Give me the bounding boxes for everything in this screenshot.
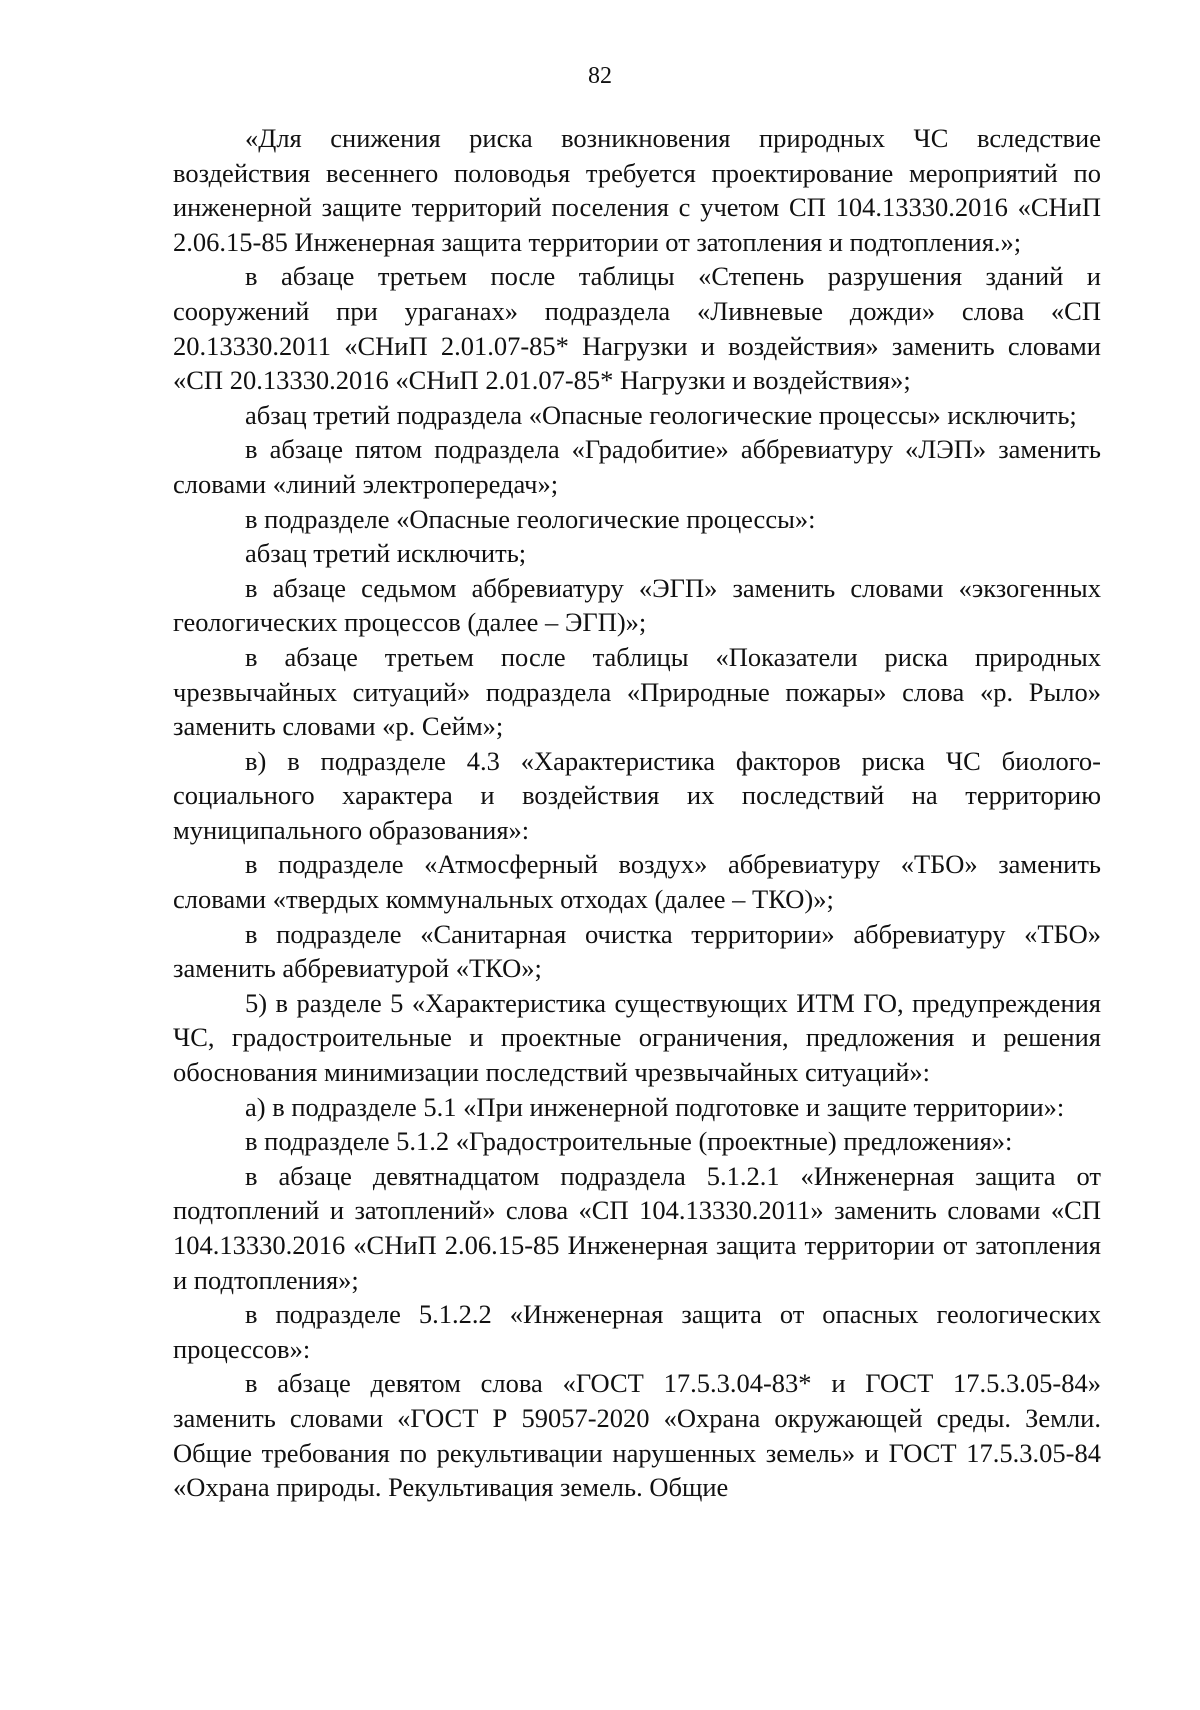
paragraph: а) в подразделе 5.1 «При инженерной подготовке и защите территории»: <box>245 1091 1065 1122</box>
paragraph: абзац третий исключить; <box>245 538 527 569</box>
page-number: 82 <box>588 63 612 89</box>
paragraph: 5) в разделе 5 «Характеристика существующих ИТМ ГО, предупреждения ЧС, градостроительные и проектные ограничения, предложения и решения обоснования минимизации последствий чрезвычайных ситуаций»: <box>173 987 1101 1088</box>
paragraph: в подразделе «Атмосферный воздух» аббревиатуру «ТБО» заменить словами «твердых коммунальных отходах (далее – ТКО)»; <box>173 849 1101 915</box>
paragraph: «Для снижения риска возникновения природных ЧС вследствие воздействия весеннего половодья требуется проектирование мероприятий по инженерной защите территорий поселения с учетом СП 104.13330.2016 «СНиП 2.06.15-85 Инженерная защита территории от затопления и подтопления.»; <box>173 123 1101 257</box>
paragraph: в абзаце седьмом аббревиатуру «ЭГП» заменить словами «экзогенных геологических процессов (далее – ЭГП)»; <box>173 572 1101 638</box>
paragraph: в абзаце девятом слова «ГОСТ 17.5.3.04-83* и ГОСТ 17.5.3.05-84» заменить словами «ГОСТ Р 59057-2020 «Охрана окружающей среды. Земли. Общие требования по рекультивации нарушенных земель» и ГОСТ 17.5.3.05-84 «Охрана природы. Рекультивация земель. Общие <box>173 1368 1101 1503</box>
paragraph: в подразделе 5.1.2 «Градостроительные (проектные) предложения»: <box>245 1126 1013 1157</box>
paragraph: в абзаце девятнадцатом подраздела 5.1.2.1 «Инженерная защита от подтоплений и затоплений» слова «СП 104.13330.2011» заменить словами «СП 104.13330.2016 «СНиП 2.06.15-85 Инженерная защита территории от затопления и подтопления»; <box>173 1160 1101 1295</box>
paragraph: в абзаце третьем после таблицы «Степень разрушения зданий и сооружений при ураганах» подраздела «Ливневые дожди» слова «СП 20.13330.2011 «СНиП 2.01.07-85* Нагрузки и воздействия» заменить словами «СП 20.13330.2016 «СНиП 2.01.07-85* Нагрузки и воздействия»; <box>173 261 1101 396</box>
paragraph: в подразделе «Опасные геологические процессы»: <box>245 503 816 534</box>
document-body <box>173 121 1101 1505</box>
paragraph: в абзаце пятом подраздела «Градобитие» аббревиатуру «ЛЭП» заменить словами «линий электропередач»; <box>173 434 1101 499</box>
paragraph: в абзаце третьем после таблицы «Показатели риска природных чрезвычайных ситуаций» подраздела «Природные пожары» слова «р. Рыло» заменить словами «р. Сейм»; <box>173 641 1101 742</box>
paragraph: в подразделе 5.1.2.2 «Инженерная защита от опасных геологических процессов»: <box>173 1299 1101 1364</box>
paragraph: в) в подразделе 4.3 «Характеристика факторов риска ЧС биолого-социального характера и воздействия их последствий на территорию муниципального образования»: <box>173 745 1101 845</box>
paragraph: абзац третий подраздела «Опасные геологические процессы» исключить; <box>245 399 1077 430</box>
paragraph: в подразделе «Санитарная очистка территории» аббревиатуру «ТБО» заменить аббревиатурой «ТКО»; <box>173 918 1101 984</box>
